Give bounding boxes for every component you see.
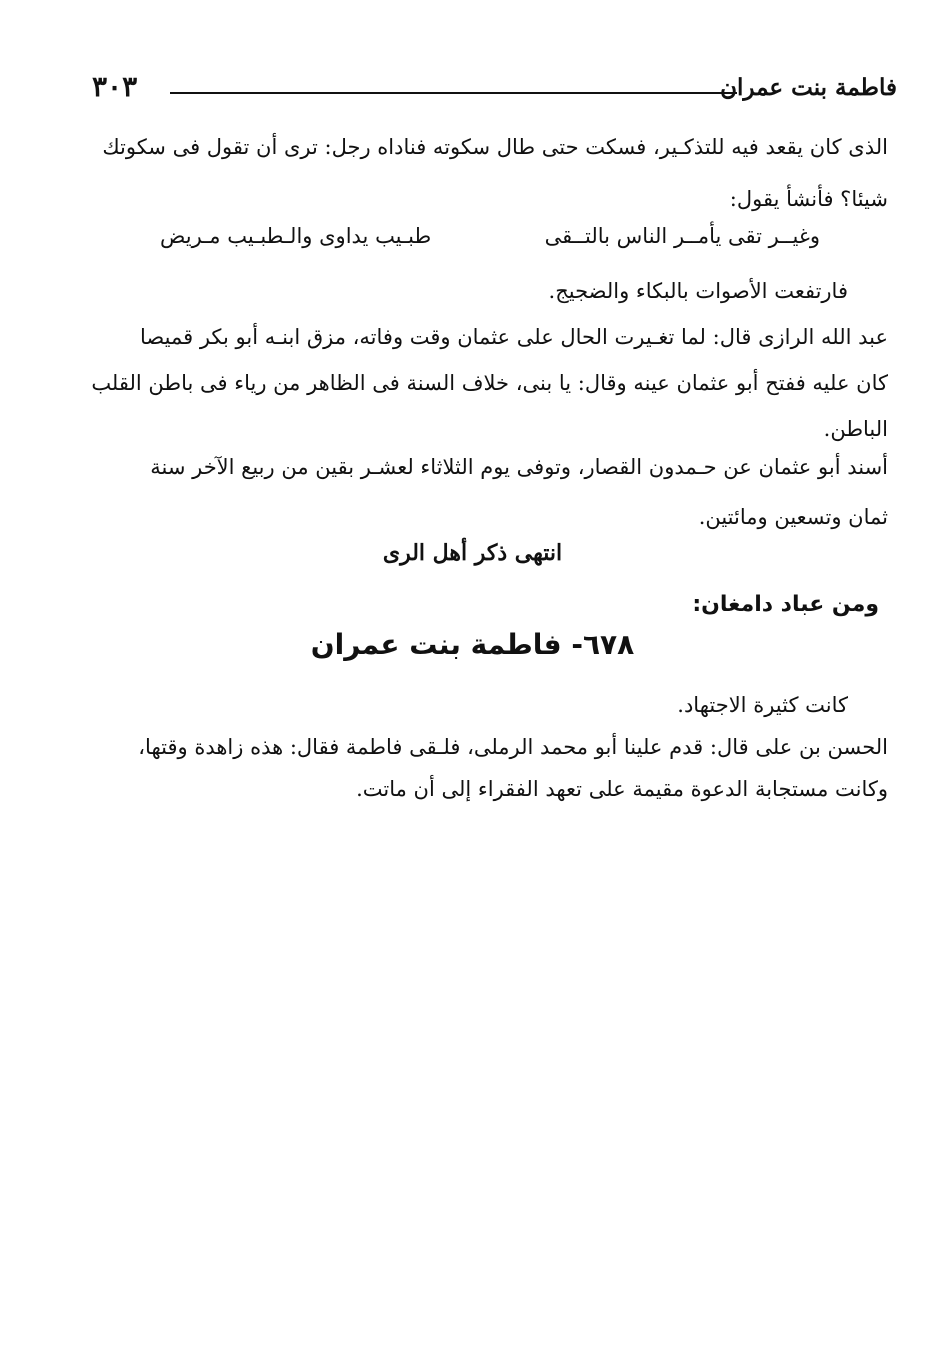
text-line: ثمان وتسعين ومائتين. [698, 505, 888, 529]
text-line: كان عليه ففتح أبو عثمان عينه وقال: يا بنى، خلاف السنة فى الظاهر من رياء فى باطن القلب [91, 371, 888, 395]
header-rule [170, 92, 737, 94]
closing-heading: انتهى ذكر أهل الرى [382, 540, 563, 566]
paragraph-1 [88, 124, 888, 224]
text-line: الباطن. [823, 417, 888, 441]
verse-line [160, 224, 820, 264]
text-line: الحسن بن على قال: قدم علينا أبو محمد الرملى، فلـقى فاطمة فقال: هذه زاهدة وقتها، [138, 735, 888, 759]
page-number: ٣٠٣ [92, 70, 138, 103]
section-label: ومن عباد دامغان: [692, 592, 879, 617]
page-header [92, 70, 897, 110]
text-line: وكانت مستجابة الدعوة مقيمة على تعهد الفقراء إلى أن ماتت. [356, 777, 888, 801]
verse-second-hemistich: طبـيب يداوى والـطبـيب مـريض [160, 224, 432, 248]
paragraph-2 [88, 268, 888, 314]
entry-body [88, 682, 888, 812]
paragraph-4 [88, 444, 888, 544]
text-line: الذى كان يقعد فيه للتذكـير، فسكت حتى طال سكوته فناداه رجل: ترى أن تقول فى سكوتك [102, 135, 888, 159]
entry-title: ٦٧٨- فاطمة بنت عمران [310, 628, 635, 661]
text-line: أسند أبو عثمان عن حـمدون القصار، وتوفى يوم الثلاثاء لعشـر بقين من ربيع الآخر سنة [150, 455, 888, 479]
verse-first-hemistich: وغيــر تقى يأمــر الناس بالتــقى [544, 224, 820, 248]
text-line: كانت كثيرة الاجتهاد. [677, 693, 848, 717]
text-line: شيئا؟ فأنشأ يقول: [729, 187, 888, 211]
running-title: فاطمة بنت عمران [720, 74, 897, 101]
text-line: عبد الله الرازى قال: لما تغـيرت الحال على عثمان وقت وفاته، مزق ابنـه أبو بكر قميصا [140, 325, 888, 349]
text-line: فارتفعت الأصوات بالبكاء والضجيج. [548, 279, 848, 303]
paragraph-3 [88, 314, 888, 454]
